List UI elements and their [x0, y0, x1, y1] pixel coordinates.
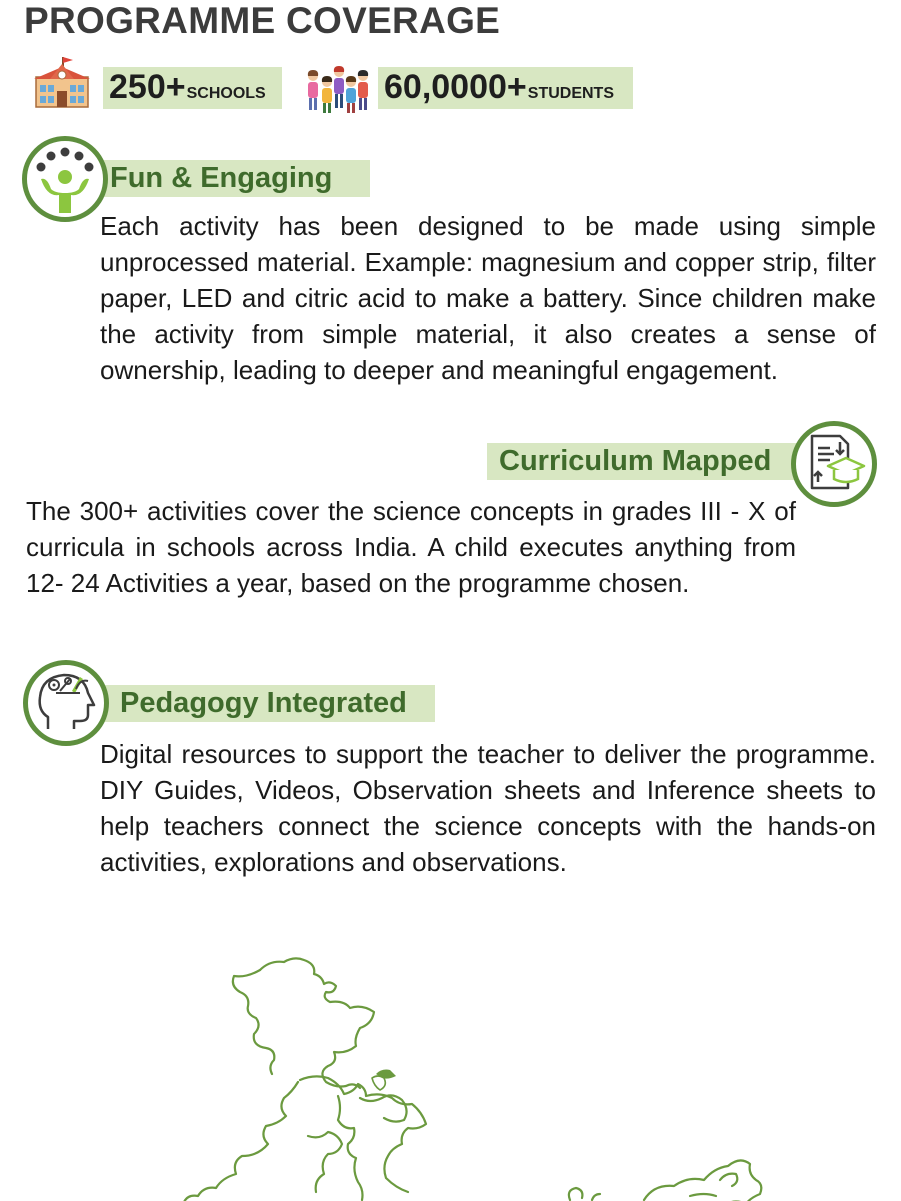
document-graduation-cap-icon [791, 421, 877, 507]
head-with-tools-icon [23, 660, 109, 746]
school-building-icon [33, 55, 91, 109]
schools-label: SCHOOLS [186, 85, 266, 102]
raised-hands-person-icon [22, 136, 108, 222]
fun-engaging-heading: Fun & Engaging [80, 160, 370, 197]
india-map-outline [160, 950, 800, 1201]
curriculum-mapped-heading: Curriculum Mapped [487, 443, 807, 480]
students-count: 60,0000+ [384, 68, 527, 106]
schools-count: 250+ [109, 68, 186, 106]
curriculum-mapped-body: The 300+ activities cover the science concepts in grades III - X of curricula in schools across India. A child executes anything from 12- 24 Activities a year, based on the programme chosen. [26, 496, 796, 598]
children-group-icon [303, 62, 373, 116]
schools-stat [103, 67, 282, 109]
pedagogy-integrated-heading: Pedagogy Integrated [88, 685, 435, 722]
page-title: PROGRAMME COVERAGE [24, 0, 501, 41]
fun-engaging-body: Each activity has been designed to be made using simple unprocessed material. Example: magnesium and copper strip, filter paper, LED and citric acid to make a battery. Since children make the activity from simple material, it also creates a sense of ownership, leading to deeper and meaningful engagement. [100, 211, 876, 385]
pedagogy-integrated-body: Digital resources to support the teacher to deliver the programme. DIY Guides, Videos, Observation sheets and Inference sheets to help teachers connect the science concepts with the hands-on activities, explorations and observations. [100, 739, 876, 877]
students-stat [378, 67, 633, 109]
students-label: STUDENTS [527, 85, 614, 102]
